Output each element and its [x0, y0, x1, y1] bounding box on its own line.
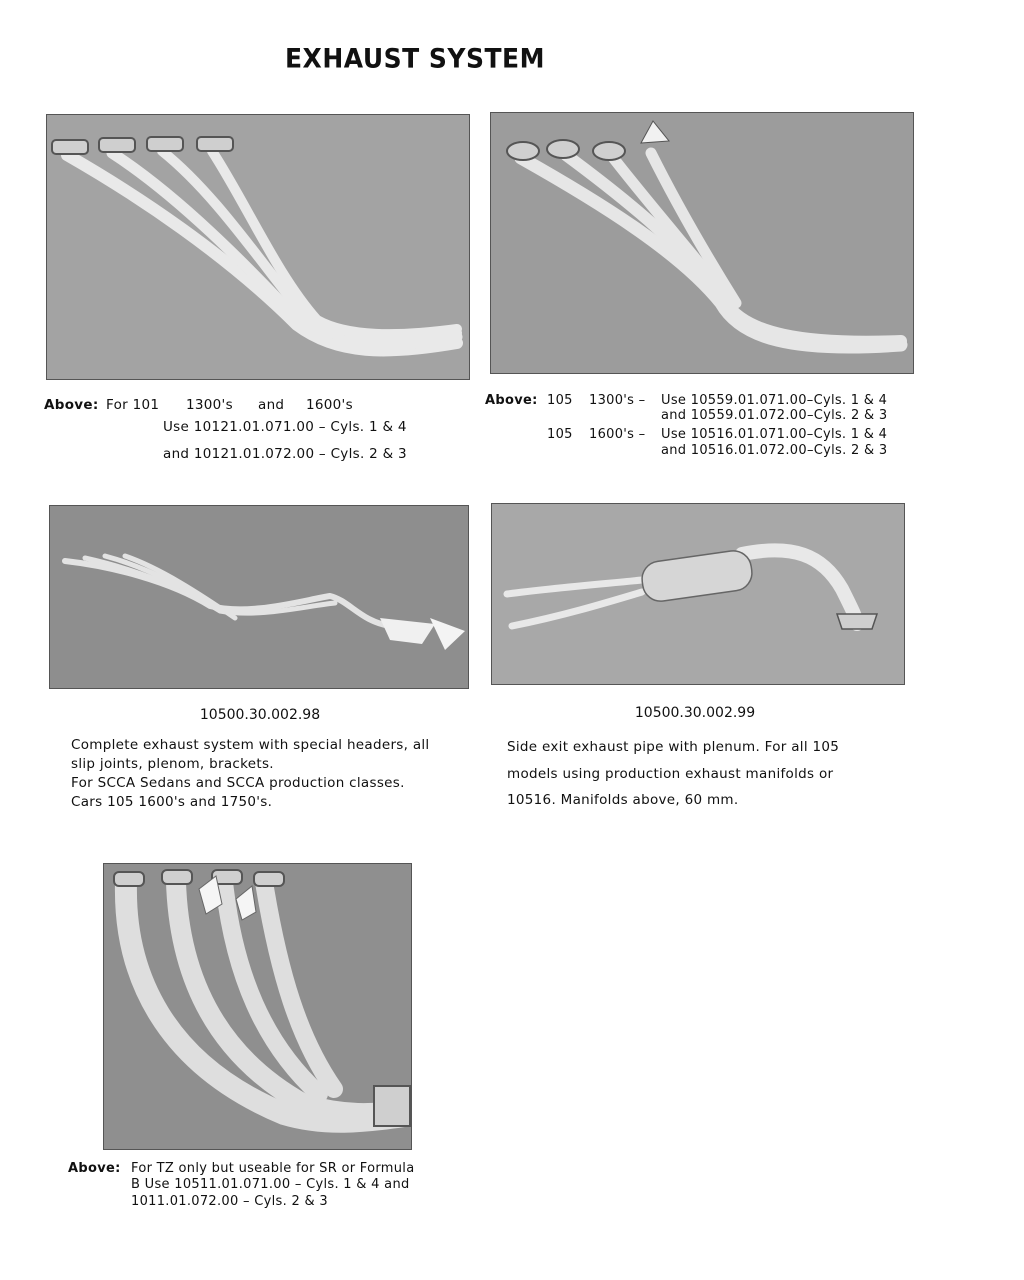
description-line: Side exit exhaust pipe with plenum. For all 105 [507, 739, 840, 755]
caption-lead: Above: [68, 1161, 121, 1176]
photo-side-exit [491, 503, 905, 685]
description-line: For SCCA Sedans and SCCA production classes. [71, 775, 405, 791]
caption-line: For TZ only but useable for SR or Formula [131, 1161, 415, 1176]
caption-line: B Use 10511.01.071.00 – Cyls. 1 & 4 and [131, 1177, 410, 1192]
page-title: EXHAUST SYSTEM [284, 43, 546, 74]
caption-model-2: 105 [547, 427, 573, 442]
part-number-side-exit: 10500.30.002.99 [634, 705, 756, 721]
caption-engine-2: 1600's – [589, 427, 646, 442]
caption-use-4: and 10516.01.072.00–Cyls. 2 & 3 [661, 443, 888, 458]
description-line: models using production exhaust manifolds or [507, 766, 834, 782]
photo-tz-header [103, 863, 412, 1150]
caption-and: and [258, 397, 285, 413]
caption-use-2: and 10559.01.072.00–Cyls. 2 & 3 [661, 408, 888, 423]
description-line: slip joints, plenom, brackets. [71, 756, 274, 772]
photo-complete-system [49, 505, 469, 689]
photo-101-header [46, 114, 470, 380]
caption-101-header [44, 396, 353, 415]
description-line: 10516. Manifolds above, 60 mm. [507, 792, 739, 808]
photo-105-header [490, 112, 914, 374]
caption-engine-1300: 1300's [186, 397, 233, 413]
caption-engine-1: 1300's – [589, 393, 646, 408]
caption-line: 1011.01.072.00 – Cyls. 2 & 3 [131, 1194, 328, 1209]
part-number-complete-system: 10500.30.002.98 [199, 707, 321, 723]
caption-model: For 101 [106, 397, 160, 413]
caption-engine-1600: 1600's [306, 397, 353, 413]
description-line: Complete exhaust system with special headers, all [71, 737, 430, 753]
caption-101-and-line: and 10121.01.072.00 – Cyls. 2 & 3 [163, 446, 407, 462]
caption-model-1: 105 [547, 393, 573, 408]
caption-use-3: Use 10516.01.071.00–Cyls. 1 & 4 [661, 427, 888, 442]
caption-lead: Above: [485, 393, 538, 408]
caption-105-header [485, 392, 915, 462]
caption-101-use-line: Use 10121.01.071.00 – Cyls. 1 & 4 [163, 419, 407, 435]
description-line: Cars 105 1600's and 1750's. [71, 794, 273, 810]
caption-lead: Above: [44, 397, 99, 413]
caption-use-1: Use 10559.01.071.00–Cyls. 1 & 4 [661, 393, 888, 408]
